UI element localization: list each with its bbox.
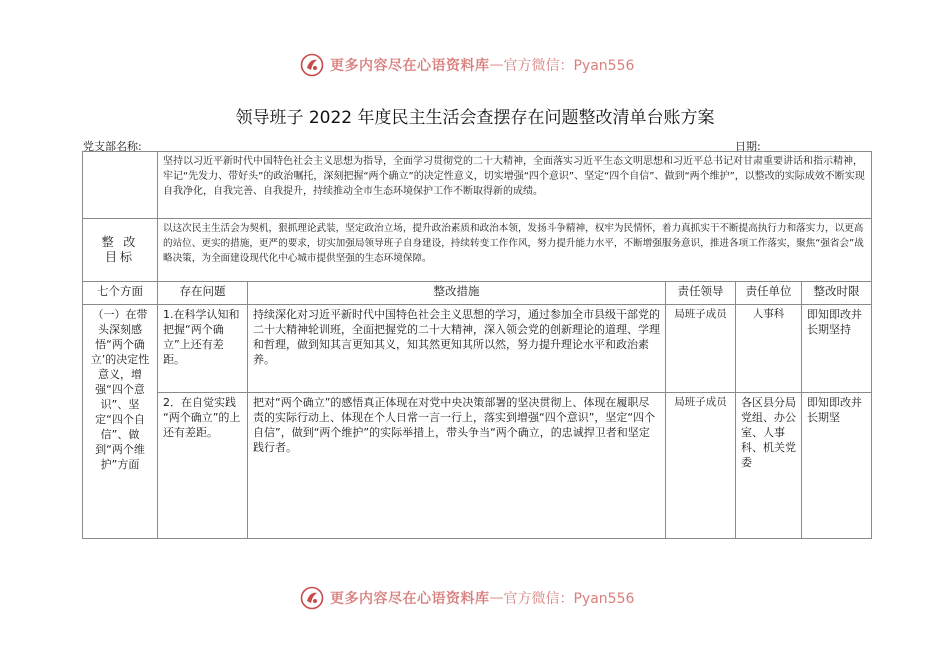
party-branch-label: 党支部名称:	[83, 140, 142, 153]
header-leader: 责任领导	[666, 282, 736, 305]
target-text: 以这次民主生活会为契机，狠抓理论武装，坚定政治立场，提升政治素质和政治本领，发扬斗争精神，权牢为民情怀，着力真抓实干不断提高执行力和落实力，以更高的站位、更实的措施，更严的要求，切实加强局领导班子自身建设，持续转变工作作风，努力提升能力水平，不断增强服务意识，推进各项工作落实，聚焦“强省会”战略决策，为全面建设现代化中心城市提供坚强的生态环境保障。	[158, 219, 872, 282]
measure-cell: 持续深化对习近平新时代中国特色社会主义思想的学习，通过参加全市县级干部党的二十大精神轮训班，全面把握党的二十大精神，深入领会党的创新理论的道理、学理和哲理，做到知其言更知其义，知其然更知其所以然，努力提升理论水平和政治素养。	[248, 305, 666, 393]
leader-cell: 局班子成员	[666, 393, 736, 539]
header-problems: 存在问题	[158, 282, 248, 305]
measure-cell: 把对“两个确立”的感悟真正体现在对党中央决策部署的坚决贯彻上、体现在履职尽责的实际行动上、体现在个人日常一言一行上，落实到增强“四个意识”，坚定“四个自信”，做到“两个维护”的实际举措上，带头争当“两个确立，的忠诚捍卫者和坚定践行者。	[248, 393, 666, 539]
header-aspects: 七个方面	[83, 282, 158, 305]
document-title: 领导班子 2022 年度民主生活会查摆存在问题整改清单台账方案	[235, 108, 715, 128]
deadline-cell: 即知即改并长期坚	[802, 393, 872, 539]
table-row	[83, 305, 872, 393]
deadline-cell: 即知即改并长期坚持	[802, 305, 872, 393]
watermark-text: 更多内容尽在心语资料库	[330, 591, 490, 607]
target-label	[83, 219, 158, 282]
watermark-top	[300, 50, 634, 80]
table-header-row	[83, 282, 872, 305]
problem-cell: 1.在科学认知和把握“两个确立”上还有差距。	[158, 305, 248, 393]
header-unit: 责任单位	[736, 282, 802, 305]
leader-cell: 局班子成员	[666, 305, 736, 393]
header-measures: 整改措施	[248, 282, 666, 305]
guiding-label-cell	[83, 152, 158, 219]
library-logo-icon	[300, 53, 324, 77]
aspect-cell: （一）在带头深刻感悟“两个确立’的决定性意义，增强“四个意识”、坚定“四个自信”、做到“两个维护”方面	[83, 305, 158, 539]
problem-cell: 2．在自觉实践 “两个确立”的上还有差距。	[158, 393, 248, 539]
target-row	[83, 219, 872, 282]
watermark-dash: —	[489, 590, 504, 606]
header-deadline: 整改时限	[802, 282, 872, 305]
target-label-line2: 目标	[104, 250, 135, 264]
watermark-text: 更多内容尽在心语资料库	[330, 58, 490, 74]
unit-cell: 各区县分局党组、办公室、人事科、机关党委	[736, 393, 802, 539]
target-label-line1: 整 改	[101, 235, 139, 249]
unit-cell: 人事科	[736, 305, 802, 393]
watermark-contact: 官方微信：Pyan556	[503, 591, 635, 607]
watermark-contact: 官方微信：Pyan556	[503, 58, 635, 74]
watermark-dash: —	[489, 57, 504, 73]
guiding-text: 坚持以习近平新时代中国特色社会主义思想为指导，全面学习贯彻党的二十大精神，全面落实习近平生态文明思想和习近平总书记对甘肃重要讲话和指示精神，牢记“先发力、带好头”的政治嘱托，深刻把握“两个确立”的决定性意义，切实增强“四个意识”、坚定“四个自信”、做到“两个维护”，以整改的实际成效不断实现自我净化，自我完善、自我提升，持续推动全市生态环境保护工作不断取得新的成绩。	[158, 152, 872, 219]
guiding-row	[83, 152, 872, 219]
rectification-table	[82, 151, 872, 539]
date-label: 日期:	[735, 140, 761, 153]
library-logo-icon	[300, 586, 324, 610]
table-row	[83, 393, 872, 539]
watermark-bottom	[300, 583, 634, 613]
